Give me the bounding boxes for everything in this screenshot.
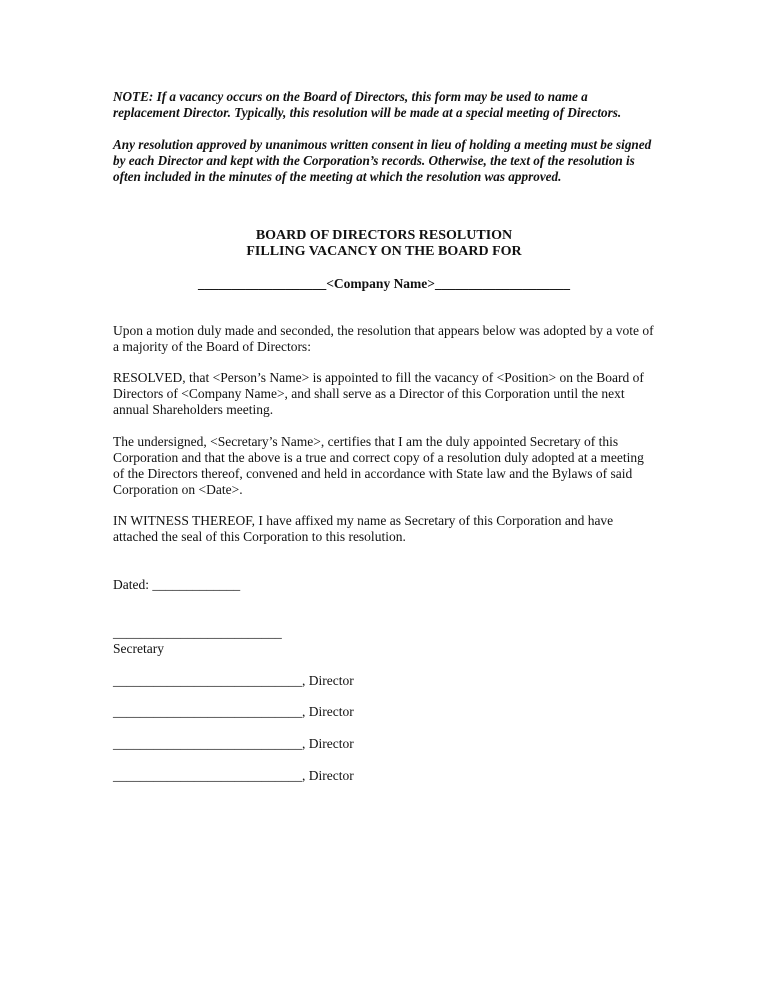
secretary-label: Secretary	[113, 641, 164, 656]
dated-line: Dated: _____________	[113, 577, 241, 592]
director-signature-line: ____________________________, Director	[113, 673, 354, 688]
director-signature-line: ____________________________, Director	[113, 768, 354, 783]
secretary-signature-line: _________________________	[113, 625, 282, 640]
company-name-line: ___________________<Company Name>____________________	[197, 276, 570, 291]
director-signature-line: ____________________________, Director	[113, 704, 354, 719]
note-paragraph-consent: Any resolution approved by unanimous written consent in lieu of holding a meeting must be signed by each Director and kept with the Corporation’s records. Otherwise, the text of the resolution is often included in the minutes of the meeting at which the resolution was approved.	[113, 137, 652, 184]
certification-paragraph: The undersigned, <Secretary’s Name>, certifies that I am the duly appointed Secretary of this Corporation and that the above is a true and correct copy of a resolution duly adopted at a meeting of the Directors thereof, convened and held in accordance with State law and the Bylaws of said Corporation on <Date>.	[113, 434, 644, 497]
resolution-subtitle: FILLING VACANCY ON THE BOARD FOR	[246, 244, 522, 259]
director-signature-line: ____________________________, Director	[113, 736, 354, 751]
witness-paragraph: IN WITNESS THEREOF, I have affixed my name as Secretary of this Corporation and have attached the seal of this Corporation to this resolution.	[113, 513, 614, 544]
resolution-title: BOARD OF DIRECTORS RESOLUTION	[255, 228, 513, 243]
resolved-paragraph: RESOLVED, that <Person’s Name> is appointed to fill the vacancy of <Position> on the Board of Directors of <Company Name>, and shall serve as a Director of this Corporation until the next annual Shareholders meeting.	[113, 370, 644, 417]
motion-paragraph: Upon a motion duly made and seconded, the resolution that appears below was adopted by a vote of a majority of the Board of Directors:	[113, 323, 654, 354]
note-paragraph-vacancy: NOTE: If a vacancy occurs on the Board of Directors, this form may be used to name a replacement Director. Typically, this resolution will be made at a special meeting of Directors.	[113, 89, 622, 120]
